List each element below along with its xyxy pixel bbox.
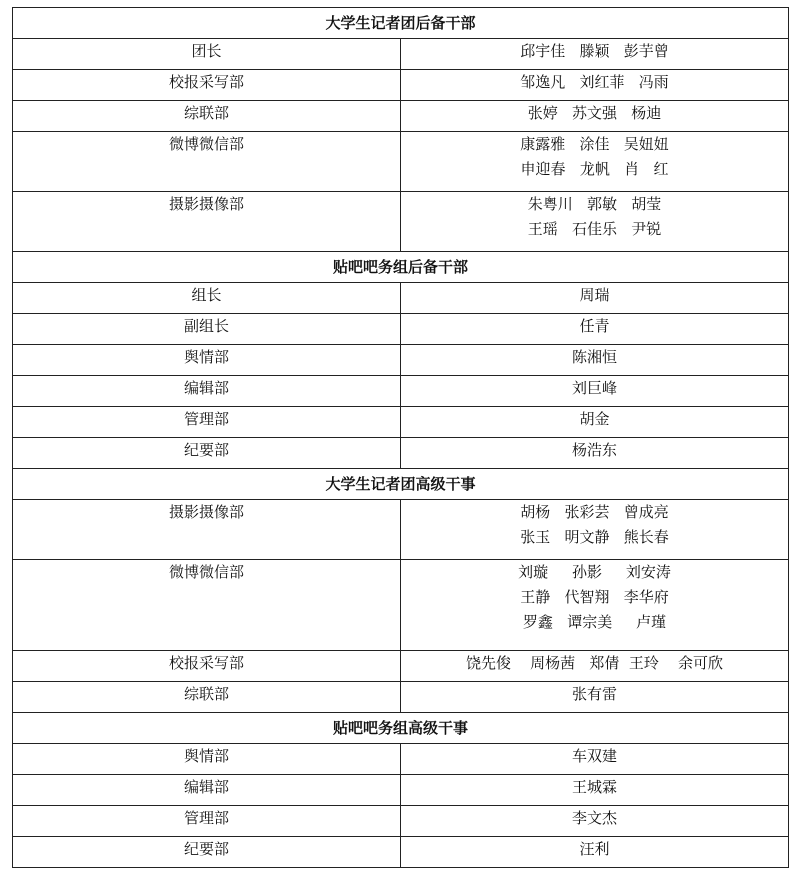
member-names-line: 李文杰 <box>572 809 618 827</box>
department-cell: 纪要部 <box>13 837 401 868</box>
members-cell <box>401 682 789 713</box>
table-row <box>13 132 789 192</box>
members-cell <box>401 192 789 252</box>
member-names-line: 周瑞 <box>579 286 610 304</box>
department-cell: 管理部 <box>13 407 401 438</box>
member-names-line: 饶先俊 周杨茜 郑倩 王玲 余可欣 <box>466 654 723 672</box>
member-names-line: 邱宇佳 滕颖 彭芋曾 <box>520 42 669 60</box>
section-header-row <box>13 8 789 39</box>
members-cell <box>401 132 789 192</box>
table-row <box>13 682 789 713</box>
member-names-line: 刘璇 孙影 刘安涛 <box>518 563 671 581</box>
department-cell: 综联部 <box>13 682 401 713</box>
members-cell <box>401 407 789 438</box>
member-names-line: 车双建 <box>572 747 618 765</box>
member-names-line: 王静 代智翔 李华府 <box>520 588 669 606</box>
table-row <box>13 651 789 682</box>
member-names-line: 邹逸凡 刘红菲 冯雨 <box>520 73 669 91</box>
department-cell: 摄影摄像部 <box>13 192 401 252</box>
members-cell <box>401 70 789 101</box>
table-row <box>13 407 789 438</box>
members-cell <box>401 39 789 70</box>
member-names-line: 胡杨 张彩芸 曾成亮 <box>520 503 669 521</box>
department-cell: 组长 <box>13 283 401 314</box>
section-header-row <box>13 713 789 744</box>
members-cell <box>401 345 789 376</box>
department-cell: 校报采写部 <box>13 651 401 682</box>
roster-table <box>12 7 789 868</box>
members-cell <box>401 101 789 132</box>
table-row <box>13 775 789 806</box>
members-cell <box>401 314 789 345</box>
member-names-line: 王城霖 <box>572 778 618 796</box>
member-names-line: 王瑶 石佳乐 尹锐 <box>527 220 662 238</box>
table-row <box>13 70 789 101</box>
section-title: 大学生记者团后备干部 <box>13 8 789 39</box>
table-row <box>13 376 789 407</box>
member-names-line: 朱粤川 郭敏 胡莹 <box>527 195 662 213</box>
table-row <box>13 438 789 469</box>
department-cell: 舆情部 <box>13 744 401 775</box>
table-row <box>13 101 789 132</box>
roster-document <box>12 7 788 868</box>
table-row <box>13 500 789 560</box>
table-row <box>13 192 789 252</box>
member-names-line: 刘巨峰 <box>572 379 618 397</box>
section-title: 贴吧吧务组高级干事 <box>13 713 789 744</box>
members-cell <box>401 837 789 868</box>
members-cell <box>401 438 789 469</box>
member-names-line: 罗鑫 谭宗美 卢瑾 <box>522 613 667 631</box>
members-cell <box>401 651 789 682</box>
table-row <box>13 744 789 775</box>
table-row <box>13 806 789 837</box>
table-row <box>13 314 789 345</box>
member-names-line: 杨浩东 <box>572 441 618 459</box>
members-cell <box>401 283 789 314</box>
member-names-line: 任青 <box>579 317 610 335</box>
department-cell: 团长 <box>13 39 401 70</box>
table-row <box>13 345 789 376</box>
department-cell: 校报采写部 <box>13 70 401 101</box>
department-cell: 舆情部 <box>13 345 401 376</box>
department-cell: 编辑部 <box>13 775 401 806</box>
section-header-row <box>13 252 789 283</box>
member-names-line: 胡金 <box>579 410 610 428</box>
members-cell <box>401 500 789 560</box>
section-title: 贴吧吧务组后备干部 <box>13 252 789 283</box>
member-names-line: 张有雷 <box>572 685 618 703</box>
department-cell: 副组长 <box>13 314 401 345</box>
section-title: 大学生记者团高级干事 <box>13 469 789 500</box>
table-row <box>13 39 789 70</box>
department-cell: 编辑部 <box>13 376 401 407</box>
table-row <box>13 283 789 314</box>
members-cell <box>401 376 789 407</box>
department-cell: 微博微信部 <box>13 560 401 651</box>
member-names-line: 申迎春 龙帆 肖 红 <box>520 160 669 178</box>
department-cell: 管理部 <box>13 806 401 837</box>
roster-table-body <box>13 8 789 868</box>
members-cell <box>401 560 789 651</box>
members-cell <box>401 775 789 806</box>
member-names-line: 陈湘恒 <box>572 348 618 366</box>
member-names-line: 张婷 苏文强 杨迪 <box>527 104 662 122</box>
table-row <box>13 837 789 868</box>
department-cell: 纪要部 <box>13 438 401 469</box>
department-cell: 综联部 <box>13 101 401 132</box>
members-cell <box>401 744 789 775</box>
department-cell: 摄影摄像部 <box>13 500 401 560</box>
member-names-line: 康露雅 涂佳 吴妞妞 <box>520 135 669 153</box>
section-header-row <box>13 469 789 500</box>
department-cell: 微博微信部 <box>13 132 401 192</box>
table-row <box>13 560 789 651</box>
member-names-line: 张玉 明文静 熊长春 <box>520 528 669 546</box>
member-names-line: 汪利 <box>579 840 610 858</box>
members-cell <box>401 806 789 837</box>
